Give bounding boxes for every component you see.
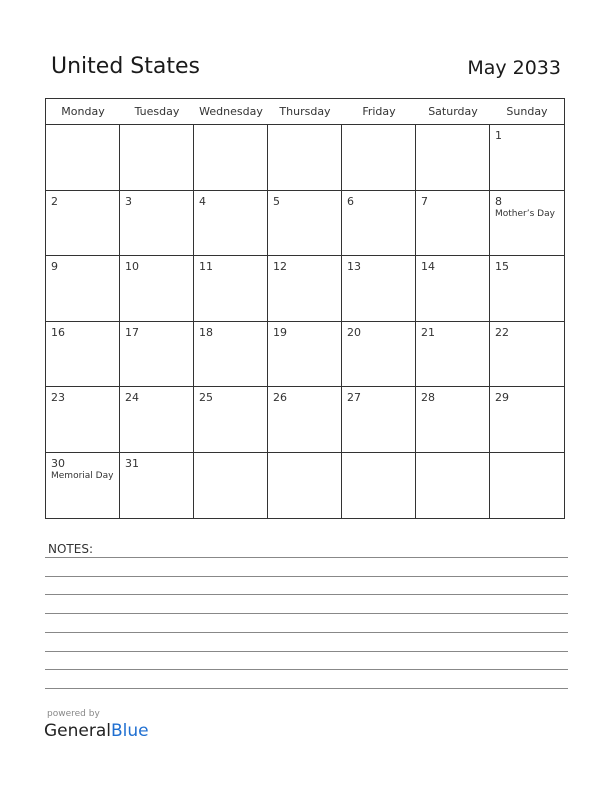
calendar-day-cell [268,322,342,388]
day-number: 14 [421,260,435,273]
calendar-day-cell [194,322,268,388]
note-line [45,632,568,633]
note-line [45,594,568,595]
day-number: 18 [199,325,213,339]
day-number: 5 [273,194,280,208]
day-number: 1 [495,129,502,142]
note-line [45,613,568,614]
calendar-day-cell [416,453,490,519]
country-title: United States [51,54,200,79]
powered-by-text: powered by [47,709,100,719]
note-line [45,651,568,652]
note-line [45,669,568,670]
holiday-label: Mother’s Day [495,208,555,219]
calendar-grid [45,98,565,519]
calendar-day-cell [46,125,120,191]
calendar-day-cell [490,322,564,388]
calendar-day-cell [194,453,268,519]
day-number: 15 [495,260,509,273]
day-number: 28 [421,391,435,404]
weekday-label: Saturday [428,105,478,118]
holiday-label: Memorial Day [51,470,114,481]
weekday-label: Sunday [506,105,548,118]
calendar-day-cell [46,322,120,388]
day-number: 24 [125,391,139,404]
calendar-day-cell [342,256,416,322]
day-number: 9 [51,260,58,273]
brand-blue: Blue [111,721,149,741]
calendar-day-cell [268,191,342,257]
calendar-day-cell [46,453,120,519]
day-number: 2 [51,194,58,208]
calendar-day-cell [120,256,194,322]
calendar-day-cell [268,453,342,519]
day-number: 3 [125,194,132,208]
day-number: 7 [421,194,428,208]
calendar-day-cell [120,453,194,519]
day-number: 25 [199,391,213,404]
calendar-day-cell [120,191,194,257]
day-number: 6 [347,194,354,208]
notes-label: NOTES: [48,542,93,556]
calendar-day-cell [416,191,490,257]
calendar-day-cell [416,125,490,191]
day-number: 11 [199,260,213,273]
weekday-label: Monday [61,105,105,118]
weekday-label: Wednesday [199,105,263,118]
weekday-label: Tuesday [134,105,180,118]
calendar-day-cell [490,191,564,257]
calendar-day-cell [490,387,564,453]
calendar-day-cell [120,125,194,191]
calendar-day-cell [194,256,268,322]
day-number: 17 [125,325,139,339]
calendar-day-cell [46,387,120,453]
day-number: 30 [51,456,65,470]
day-number: 29 [495,391,509,404]
calendar-day-cell [268,125,342,191]
calendar-day-cell [342,322,416,388]
day-number: 23 [51,391,65,404]
calendar-day-cell [268,256,342,322]
month-year-title: May 2033 [467,57,561,79]
calendar-day-cell [342,191,416,257]
day-number: 12 [273,260,287,273]
calendar-day-cell [268,387,342,453]
day-number: 20 [347,325,361,339]
day-number: 22 [495,325,509,339]
day-number: 31 [125,456,139,470]
day-number: 10 [125,260,139,273]
calendar-day-cell [194,191,268,257]
weekday-label: Thursday [279,105,331,118]
calendar-day-cell [194,387,268,453]
day-number: 16 [51,325,65,339]
calendar-day-cell [416,322,490,388]
day-number: 8 [495,194,502,208]
brand-general: General [44,721,111,741]
calendar-day-cell [490,453,564,519]
day-number: 4 [199,194,206,208]
weekday-header [46,99,564,125]
calendar-day-cell [416,387,490,453]
calendar-day-cell [416,256,490,322]
note-line [45,557,568,558]
calendar-day-cell [490,125,564,191]
note-line [45,576,568,577]
brand-logo [44,721,149,741]
calendar-day-cell [342,453,416,519]
day-number: 13 [347,260,361,273]
day-number: 19 [273,325,287,339]
calendar-day-cell [194,125,268,191]
calendar-day-cell [46,256,120,322]
day-number: 21 [421,325,435,339]
weekday-label: Friday [362,105,396,118]
day-number: 27 [347,391,361,404]
calendar-day-cell [342,125,416,191]
calendar-day-cell [120,322,194,388]
calendar-day-cell [342,387,416,453]
calendar-day-cell [46,191,120,257]
calendar-day-cell [120,387,194,453]
note-line [45,688,568,689]
day-number: 26 [273,391,287,404]
calendar-body [46,125,564,518]
calendar-day-cell [490,256,564,322]
